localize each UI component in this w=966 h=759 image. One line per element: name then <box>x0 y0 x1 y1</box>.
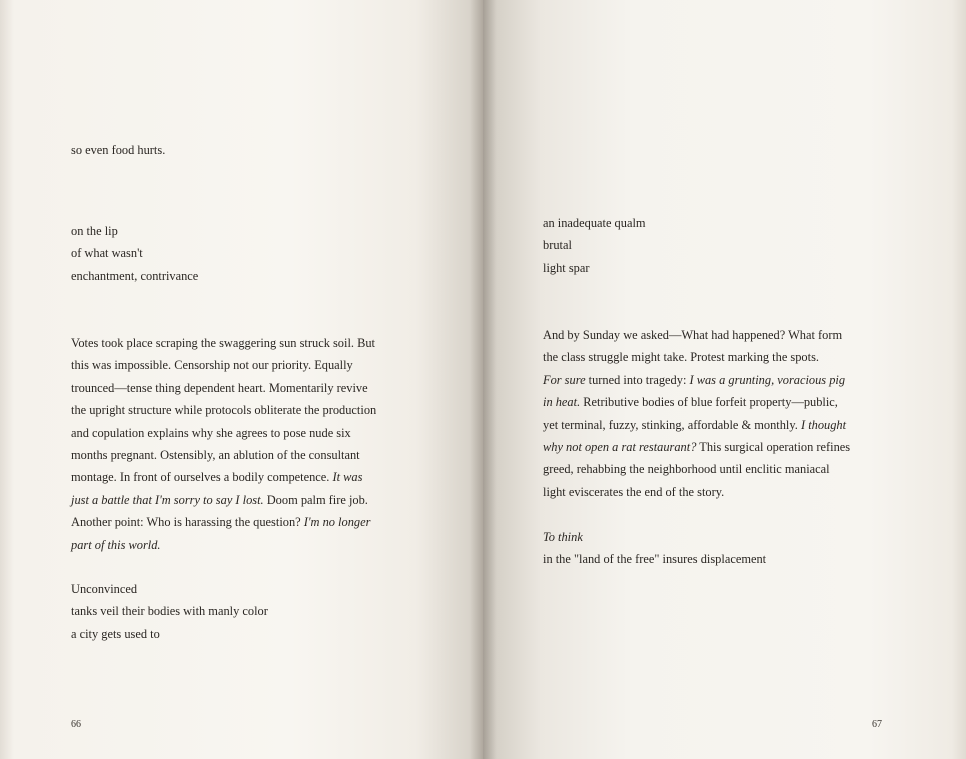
stanza-line: enchantment, contrivance <box>71 268 199 283</box>
text-run: and copulation explains why she agrees to pose nude six <box>71 425 351 440</box>
text-run: this was impossible. Censorship not our priority. Equally <box>71 358 353 373</box>
text-line <box>543 548 766 570</box>
stanza-line: light spar <box>543 260 590 275</box>
right-stanza-3 <box>543 526 766 571</box>
stanza-line: on the lip <box>71 224 118 238</box>
text-run: And by Sunday we asked—What had happened? What form <box>543 328 843 342</box>
right-prose-paragraph <box>543 324 850 503</box>
text-run: months pregnant. Ostensibly, an ablution of the consultant <box>71 448 360 463</box>
text-line <box>71 466 376 488</box>
stanza-line: Unconvinced <box>71 582 138 596</box>
text-line <box>543 346 850 368</box>
text-line <box>543 458 850 480</box>
text-run: the class struggle might take. Protest marking the spots. <box>543 350 819 365</box>
text-line <box>71 444 376 466</box>
stanza-line: an inadequate qualm <box>543 216 646 230</box>
italic-phrase: For sure <box>543 372 586 387</box>
text-line <box>71 511 376 533</box>
text-run: Another point: Who is harassing the question? <box>71 515 304 530</box>
page-number-left: 66 <box>71 719 81 730</box>
text-line <box>543 391 850 413</box>
text-run: Doom palm fire job. <box>263 492 368 507</box>
text-line <box>543 436 850 458</box>
text-line <box>543 526 766 548</box>
stanza-line: of what wasn't <box>71 246 143 261</box>
italic-phrase: just a battle that I'm sorry to say I lost. <box>71 492 264 507</box>
text-line <box>71 354 376 376</box>
italic-phrase: part of this world. <box>71 537 161 552</box>
text-run: greed, rehabbing the neighborhood until enclitic maniacal <box>543 462 830 477</box>
stanza-line: so even food hurts. <box>71 143 166 157</box>
italic-phrase: It was <box>332 470 363 485</box>
text-run: turned into tragedy: <box>585 372 690 387</box>
text-run: montage. In front of ourselves a bodily competence. <box>71 470 333 485</box>
text-run: Retributive bodies of blue forfeit property—public, <box>580 395 838 410</box>
italic-phrase: To think <box>543 530 583 544</box>
italic-phrase: I was a grunting, voracious pig <box>689 372 846 387</box>
text-line <box>71 534 376 556</box>
text-run: light eviscerates the end of the story. <box>543 484 725 499</box>
italic-phrase: I thought <box>800 417 847 432</box>
left-stanza-1 <box>71 139 165 161</box>
stanza-line: a city gets used to <box>71 626 160 641</box>
text-line <box>543 369 850 391</box>
text-line <box>71 422 376 444</box>
text-run: This surgical operation refines <box>696 440 851 455</box>
left-stanza-4 <box>71 578 268 645</box>
stanza-line: brutal <box>543 238 572 253</box>
text-run: trounced—tense thing dependent heart. Momentarily revive <box>71 380 368 395</box>
text-run: Votes took place scraping the swaggering sun struck soil. But <box>71 336 375 350</box>
right-stanza-1 <box>543 212 646 279</box>
text-run: yet terminal, fuzzy, stinking, affordable & monthly. <box>543 417 801 432</box>
text-line <box>71 399 376 421</box>
stanza-line: tanks veil their bodies with manly color <box>71 604 268 619</box>
text-line <box>543 324 850 346</box>
text-line <box>71 332 376 354</box>
left-stanza-2 <box>71 220 198 287</box>
text-line <box>71 377 376 399</box>
text-line <box>543 481 850 503</box>
text-run: the upright structure while protocols obliterate the production <box>71 403 377 418</box>
book-gutter-shadow <box>470 0 496 759</box>
italic-phrase: I'm no longer <box>303 515 371 530</box>
italic-phrase: why not open a rat restaurant? <box>543 440 697 455</box>
page-number-right: 67 <box>872 719 882 730</box>
italic-phrase: in heat. <box>543 395 581 410</box>
text-line <box>71 489 376 511</box>
right-page <box>483 0 966 759</box>
text-run: in the "land of the free" insures displacement <box>543 552 767 567</box>
text-line <box>543 414 850 436</box>
left-prose-paragraph <box>71 332 376 556</box>
